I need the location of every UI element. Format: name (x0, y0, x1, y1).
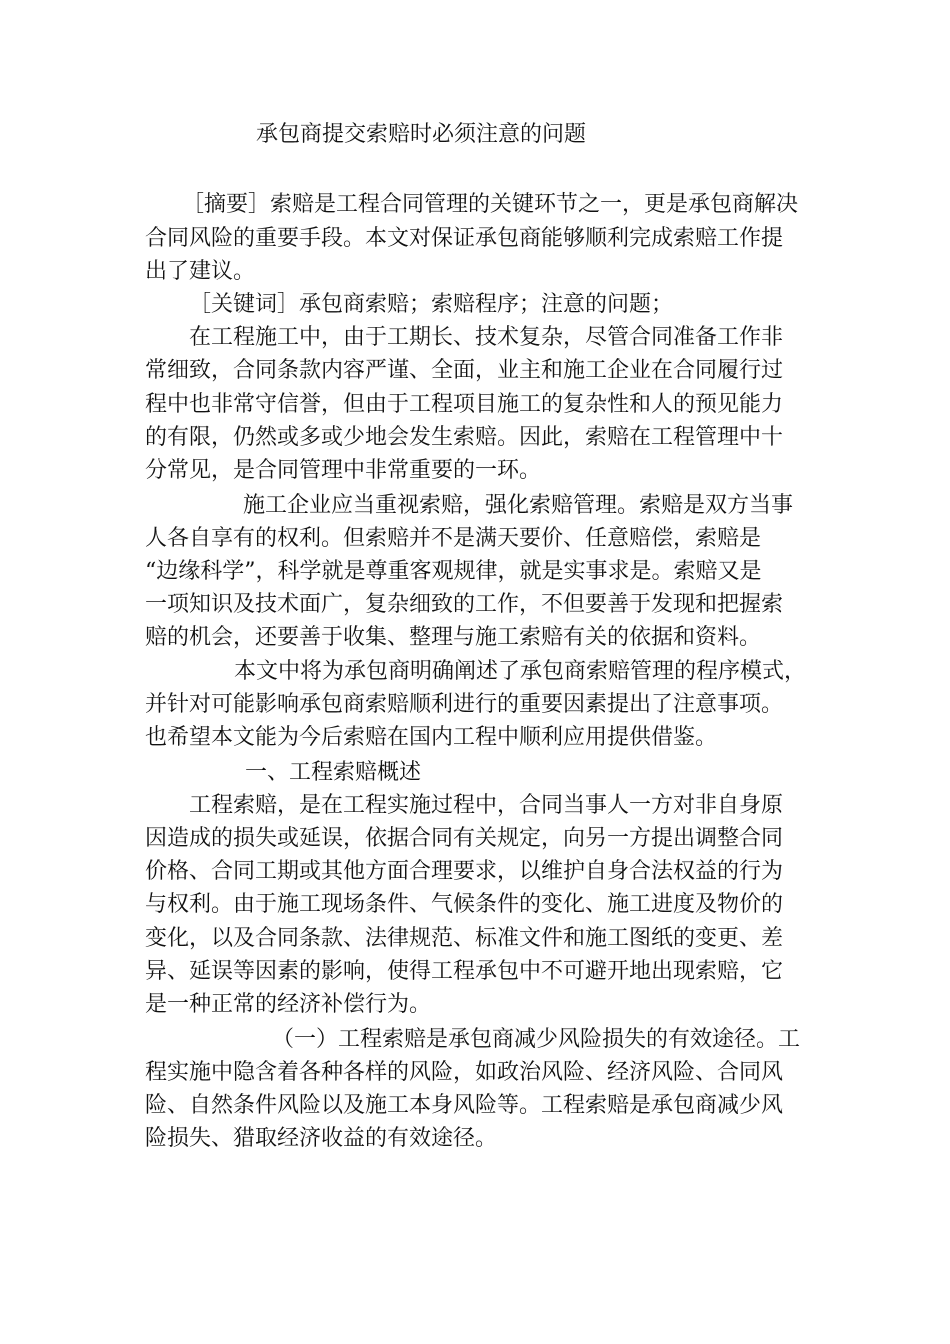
body-line: 是一种正常的经济补偿行为。 (145, 992, 432, 1017)
body-line: 险损失、猎取经济收益的有效途径。 (145, 1126, 498, 1151)
body-line: 分常见，是合同管理中非常重要的一环。 (145, 458, 542, 483)
body-line: 施工企业应当重视索赔，强化索赔管理。索赔是双方当事 (243, 493, 794, 518)
body-line: 价格、合同工期或其他方面合理要求，以维护自身合法权益的行为 (145, 859, 784, 884)
body-line: 并针对可能影响承包商索赔顺利进行的重要因素提出了注意事项。 (145, 692, 784, 717)
body-line: 常细致，合同条款内容严谨、全面，业主和施工企业在合同履行过 (145, 358, 784, 383)
body-line: ［摘要］索赔是工程合同管理的关键环节之一，更是承包商解决 (182, 192, 799, 217)
body-line: 程实施中隐含着各种各样的风险，如政治风险、经济风险、合同风 (145, 1060, 784, 1085)
body-line: 工程索赔，是在工程实施过程中，合同当事人一方对非自身原 (189, 793, 784, 818)
body-line: 本文中将为承包商明确阐述了承包商索赔管理的程序模式， (234, 659, 807, 684)
body-line: 也希望本文能为今后索赔在国内工程中顺利应用提供借鉴。 (145, 725, 718, 750)
body-line: 的有限，仍然或多或少地会发生索赔。因此，索赔在工程管理中十 (145, 425, 784, 450)
document-title: 承包商提交索赔时必须注意的问题 (256, 122, 587, 147)
body-line: ［关键词］承包商索赔；索赔程序；注意的问题； (189, 292, 674, 317)
body-line: 与权利。由于施工现场条件、气候条件的变化、施工进度及物价的 (145, 892, 784, 917)
body-line: 因造成的损失或延误，依据合同有关规定，向另一方提出调整合同 (145, 826, 784, 851)
body-line: 赔的机会，还要善于收集、整理与施工索赔有关的依据和资料。 (145, 625, 762, 650)
body-line: 变化，以及合同条款、法律规范、标准文件和施工图纸的变更、差 (145, 926, 784, 951)
body-line: 异、延误等因素的影响，使得工程承包中不可避开地出现索赔，它 (145, 959, 784, 984)
body-line: 一项知识及技术面广，复杂细致的工作，不但要善于发现和把握索 (145, 592, 784, 617)
body-line: 出了建议。 (145, 259, 256, 284)
subsection-line: （一）工程索赔是承包商减少风险损失的有效途径。工 (272, 1027, 801, 1052)
body-line: 险、自然条件风险以及施工本身风险等。工程索赔是承包商减少风 (145, 1093, 784, 1118)
section-heading: 一、工程索赔概述 (245, 760, 422, 785)
body-line: 在工程施工中，由于工期长、技术复杂，尽管合同准备工作非 (189, 325, 784, 350)
body-line: 合同风险的重要手段。本文对保证承包商能够顺利完成索赔工作提 (145, 226, 784, 251)
body-line: “边缘科学”，科学就是尊重客观规律，就是实事求是。索赔又是 (145, 559, 762, 584)
body-line: 人各自享有的权利。但索赔并不是满天要价、任意赔偿，索赔是 (145, 526, 762, 551)
body-line: 程中也非常守信誉，但由于工程项目施工的复杂性和人的预见能力 (145, 392, 784, 417)
